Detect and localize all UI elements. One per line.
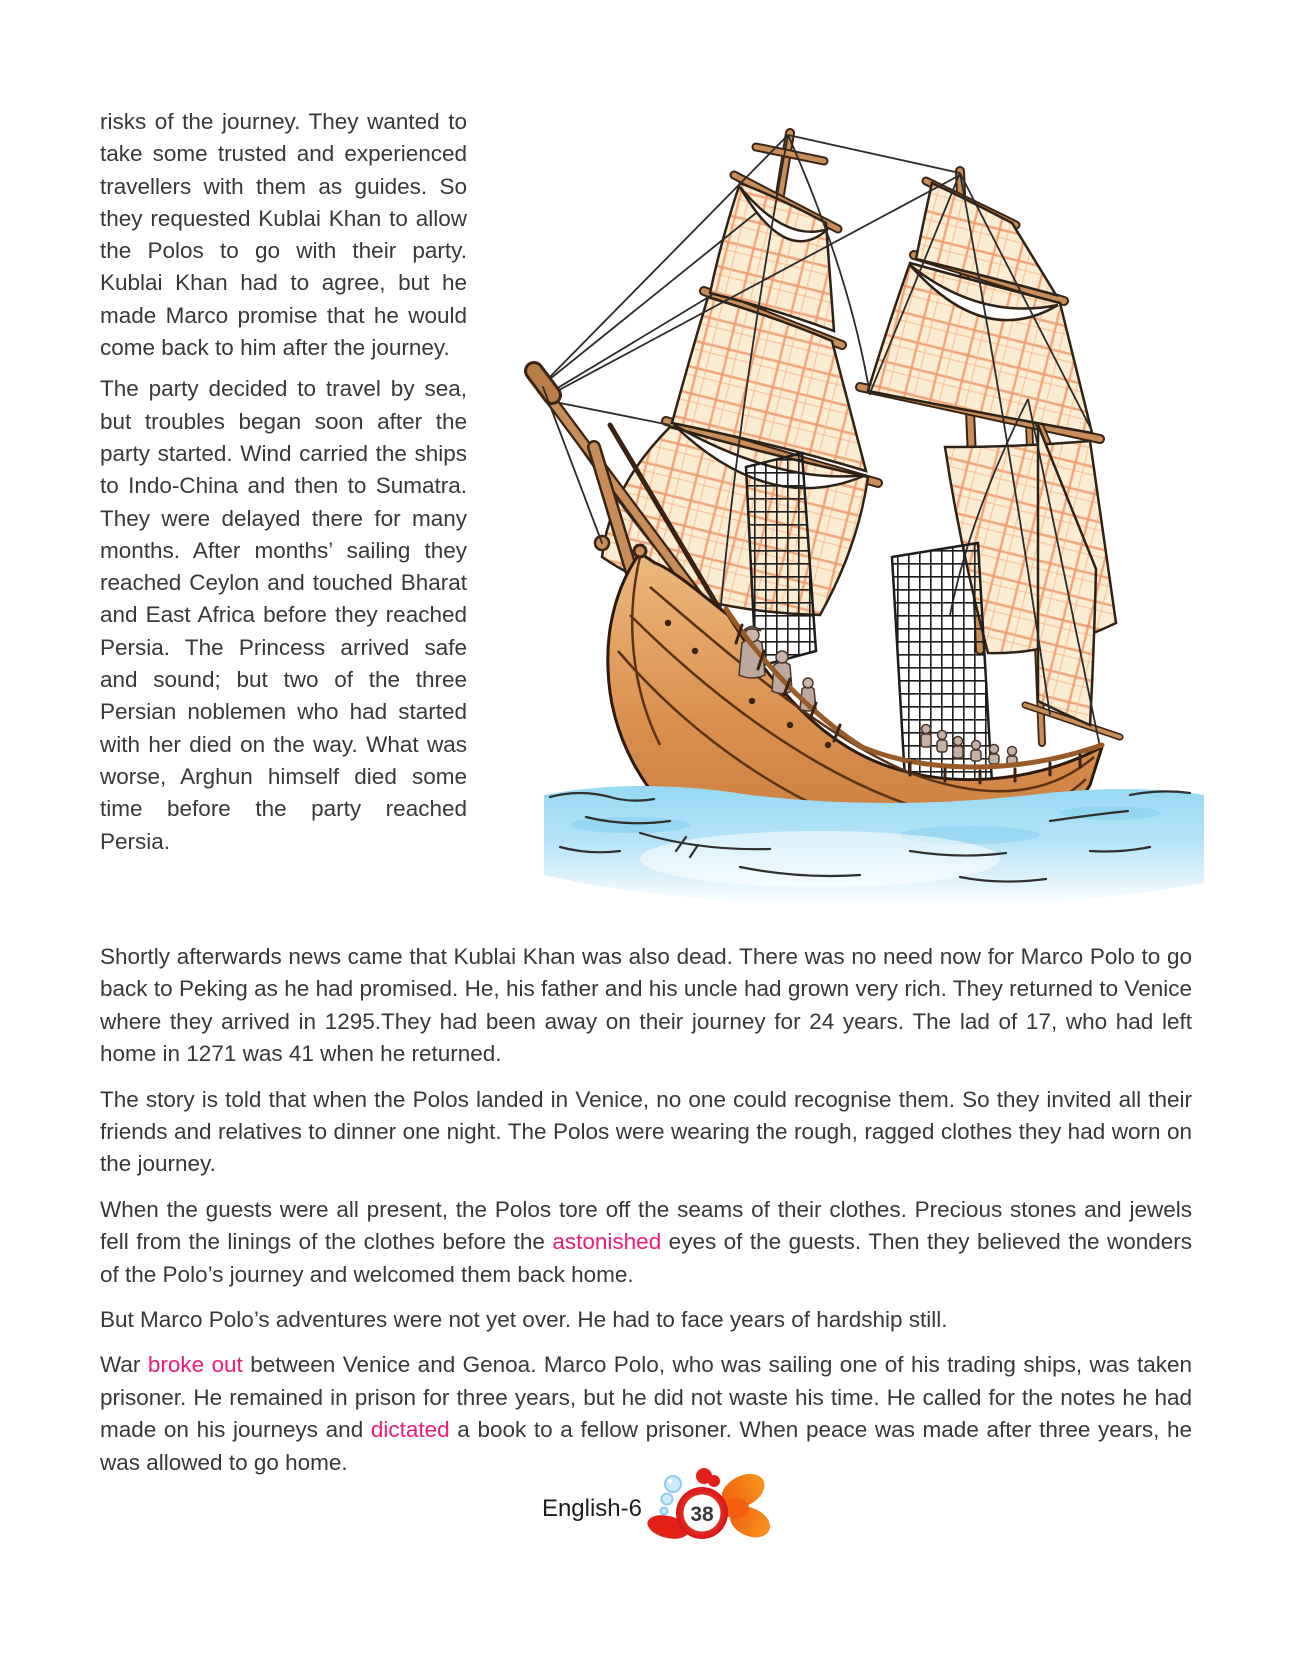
- text-segment: Shortly afterwards news came that Kublai Khan was also dead. There was no need now for Marco Polo to go back to Peking as he had promised. He, his father and his uncle had grown very rich. They returned to Venice where they arrived in 1295.They had been away on their journey for 24 years. The lad of 17, who had left home in 1271 was 41 when he returned.: [100, 944, 1192, 1067]
- highlighted-word: broke out: [147, 1352, 243, 1378]
- text-segment: When the guests were all present, the Polos tore off the seams of their clothes. Precious stones and jewels fell from the linings of the clothes before the: [100, 1196, 1192, 1255]
- fish-graphic: [645, 1467, 775, 1543]
- paragraph: [100, 1349, 1192, 1479]
- text-segment: The story is told that when the Polos landed in Venice, no one could recognise them. So they invited all their friends and relatives to dinner one night. The Polos were wearing the rough, ragged clothes they had worn on the journey.: [100, 1086, 1192, 1177]
- ship-illustration: [490, 95, 1210, 907]
- paragraph: [100, 1194, 1192, 1291]
- highlighted-word: dictated: [370, 1417, 450, 1443]
- book-title-label: English-6: [541, 1495, 642, 1522]
- sailing-ship-image: [490, 95, 1210, 907]
- left-text-column: [100, 106, 467, 867]
- page-number-fish-logo: [640, 1464, 775, 1554]
- text-segment: between Venice and Genoa. Marco Polo, who was sailing one of his trading ships, was taken prisoner. He remained in prison for three years, but he did not waste his time. He called for the notes he had made on his journeys and: [100, 1352, 1192, 1443]
- text-segment: a book to a fellow prisoner. When peace was made after three years, he was allowed to go home.: [100, 1417, 1192, 1475]
- text-segment: War: [100, 1352, 148, 1378]
- water: [544, 786, 1204, 907]
- highlighted-word: astonished: [552, 1229, 662, 1255]
- text-segment: But Marco Polo’s adventures were not yet over. He had to face years of hardship still.: [100, 1307, 948, 1333]
- main-text-block: [100, 941, 1192, 1492]
- paragraph: [100, 941, 1192, 1071]
- paragraph: risks of the journey. They wanted to take some trusted and experienced travellers with them as guides. So they requested Kublai Khan to allow the Polos to go with their party. Kublai Khan had to agree, but he made Marco promise that he would come back to him after the journey.: [100, 109, 467, 361]
- paragraph: [100, 1084, 1192, 1181]
- paragraph: [100, 1304, 1192, 1336]
- paragraph: The party decided to travel by sea, but troubles began soon after the party started. Wind carried the ships to Indo-China and then to Sumatra. They were delayed there for many months. After months’ sailing they reached Ceylon and touched Bharat and East Africa before they reached Persia. The Princess arrived safe and sound; but two of the three Persian noblemen who had started with her died on the way. What was worse, Arghun himself died some time before the party reached Persia.: [100, 376, 467, 854]
- text-segment: eyes of the guests. Then they believed the wonders of the Polo’s journey and welcomed them back home.: [100, 1229, 1193, 1287]
- page-number: 38: [690, 1503, 714, 1526]
